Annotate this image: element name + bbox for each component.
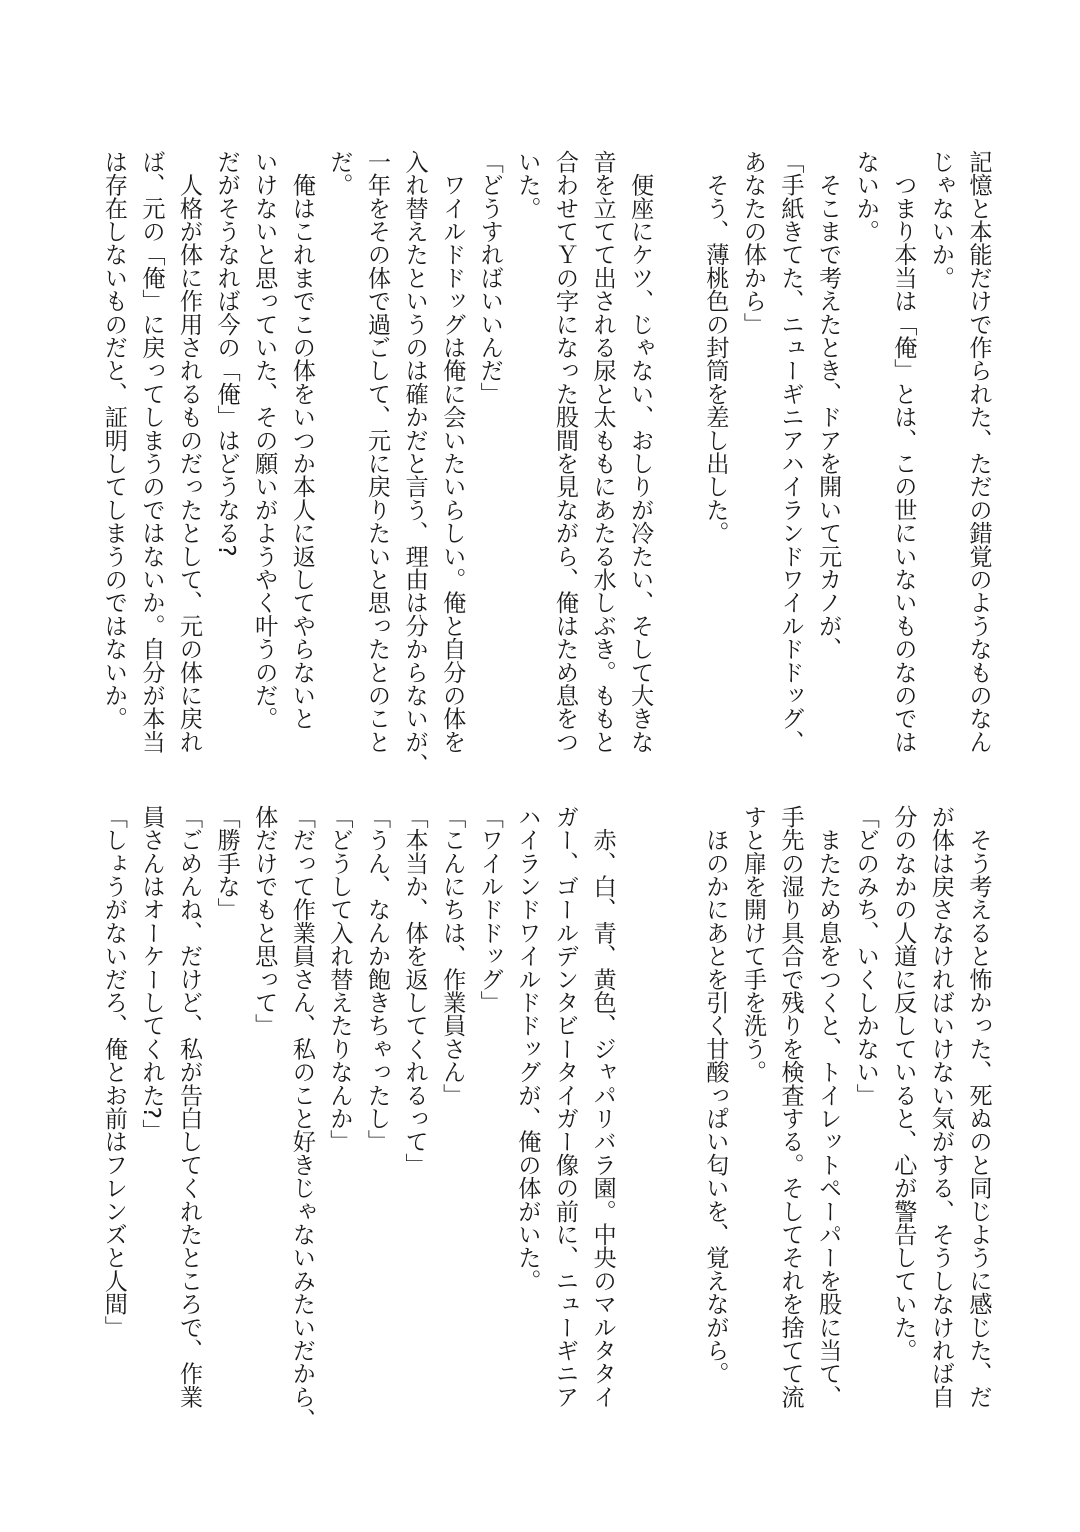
text-column: だがそうなれば今の「俺」はどうなる? xyxy=(213,150,241,557)
text-column: 赤、白、青、黄色、ジャパリバラ園。中央のマルタタイ xyxy=(589,805,617,1409)
text-column: そう、薄桃色の封筒を差し出した。 xyxy=(701,150,729,545)
text-column: 俺はこれまでこの体をいつか本人に返してやらないと xyxy=(288,150,316,730)
text-column: ほのかにあとを引く甘酸っぱい匂いを、覚えながら。 xyxy=(701,805,729,1385)
text-column: すと扉を開けて手を洗う。 xyxy=(739,805,767,1084)
text-column: 「だって作業員さん、私のこと好きじゃないみたいだから、 xyxy=(288,805,316,1432)
text-column: 「うん、なんか飽きちゃったし」 xyxy=(363,805,391,1153)
text-column: 記憶と本能だけで作られた、ただの錯覚のようなものなん xyxy=(965,150,992,754)
text-column: が体は戻さなければいけない気がする、そうしなければ自 xyxy=(927,805,955,1409)
text-column: 体だけでもと思って」 xyxy=(250,805,278,1037)
text-column: 一年をその体で過ごして、元に戻りたいと思ったとのこと xyxy=(363,150,391,754)
text-column: ガー、ゴールデンタビータイガー像の前に、ニューギニア xyxy=(551,805,579,1409)
blank-line xyxy=(659,805,697,1430)
text-column: 「どうして入れ替えたりなんか」 xyxy=(325,805,353,1153)
text-column: 入れ替えたというのは確かだと言う、理由は分からないが、 xyxy=(401,150,429,777)
text-column: ば、元の「俺」に戻ってしまうのではないか。自分が本当 xyxy=(137,150,165,754)
text-column: そこまで考えたとき、ドアを開いて元カノが、 xyxy=(814,150,842,661)
text-column: 「こんにちは、作業員さん」 xyxy=(438,805,466,1107)
text-column: ワイルドドッグは俺に会いたいらしい。俺と自分の体を xyxy=(438,150,466,754)
text-column: 「どのみち、いくしかない」 xyxy=(852,805,880,1107)
text-column: 分のなかの人道に反していると、心が警告していた。 xyxy=(889,805,917,1362)
text-column: 便座にケツ、じゃない、おしりが冷たい、そして大きな xyxy=(626,150,654,754)
text-column: 「手紙きてた、ニューギニアハイランドワイルドドッグ、 xyxy=(777,150,805,754)
text-column: 人格が体に作用されるものだったとして、元の体に戻れ xyxy=(175,150,203,754)
text-column: 「ワイルドドッグ」 xyxy=(476,805,504,1014)
text-column: は存在しないものだと、証明してしまうのではないか。 xyxy=(100,150,128,730)
text-block-top xyxy=(95,150,997,775)
text-column: ハイランドワイルドドッグが、俺の体がいた。 xyxy=(513,805,541,1293)
blank-line xyxy=(621,805,659,1430)
text-column: じゃないか。 xyxy=(927,150,955,290)
text-column: いけないと思っていた、その願いがようやく叶うのだ。 xyxy=(250,150,278,730)
blank-line xyxy=(659,150,697,775)
text-column: 「本当か、体を返してくれるって」 xyxy=(401,805,429,1177)
text-column: 「どうすればいいんだ」 xyxy=(476,150,504,406)
text-column: 合わせてＹの字になった股間を見ながら、俺はため息をつ xyxy=(551,150,579,754)
text-column: いた。 xyxy=(513,150,541,220)
text-block-bottom xyxy=(95,805,997,1430)
text-column: 「しょうがないだろ、俺とお前はフレンズと人間」 xyxy=(100,805,128,1339)
text-column: あなたの体から」 xyxy=(739,150,767,336)
text-column: つまり本当は「俺」とは、この世にいないものなのでは xyxy=(889,150,917,754)
text-column: 手先の湿り具合で残りを検査する。そしてそれを捨てて流 xyxy=(777,805,805,1409)
text-column: 員さんはオーケーしてくれた?」 xyxy=(137,805,165,1143)
text-column: だ。 xyxy=(325,150,353,197)
text-column: 「勝手な」 xyxy=(213,805,241,921)
text-column: またため息をつくと、トイレットペーパーを股に当て、 xyxy=(814,805,842,1409)
text-column: そう考えると怖かった、死ぬのと同じように感じた、だ xyxy=(965,805,992,1409)
text-column: 音を立てて出される尿と太ももにあたる水しぶき。ももと xyxy=(589,150,617,754)
text-column: 「ごめんね、だけど、私が告白してくれたところで、作業 xyxy=(175,805,203,1409)
text-column: ないか。 xyxy=(852,150,880,243)
